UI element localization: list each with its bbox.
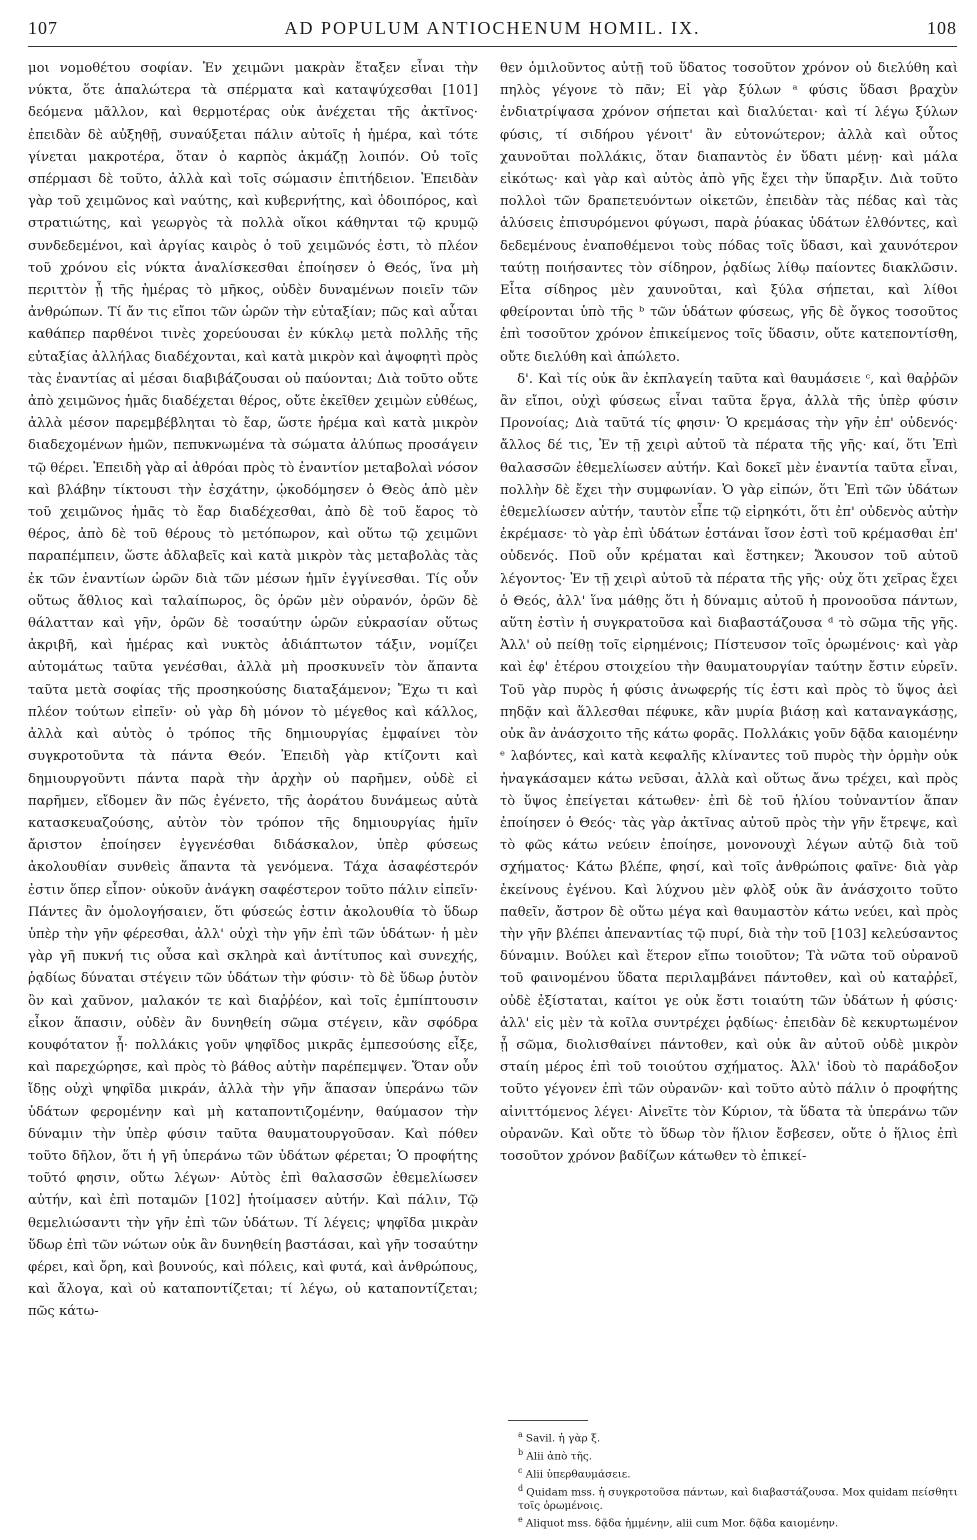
- left-paragraph: μοι νομοθέτου σοφίαν. Ἐν χειμῶνι μακρὰν ἔταξεν εἶναι τὴν νύκτα, ὅτε ἁπαλώτερα τὰ σπέρματα καὶ καταψύχεσθαι [101] δεόμενα μᾶλλον, καὶ θερμοτέρας οὐκ ἀνέχεται τῆς ἀκτῖνος· ἐπειδὰν δὲ αὐξηθῇ, συναύξεται πάλιν αὐτοῖς ἡ ἡμέρα, καὶ τότε γίνεται μακροτέρα, ὅταν ὁ καρπὸς ἀκμάζῃ λοιπόν. Οὐ τοῖς σπέρμασι δὲ τοῦτο, ἀλλὰ καὶ τοῖς σώμασιν ἐπιτήδειον. Ἐπειδὰν γὰρ τοῦ χειμῶνος καὶ ναύτης, καὶ κυβερνήτης, καὶ ὁδοιπόρος, καὶ στρατιώτης, καὶ γεωργὸς τὰ πολλὰ οἴκοι κάθηνται τῷ κρυμῷ συνδεδεμένοι, καὶ ἀργίας καιρὸς ὁ τοῦ χειμῶνός ἐστι, τὸ πλέον τοῦ χρόνου εἰς νύκτα ἀναλίσκεσθαι ἐποίησεν ὁ Θεός, ἵνα μὴ περιττὸν ᾖ τῆς ἡμέρας τὸ μῆκος, οὐδὲν δυναμένων ποιεῖν τῶν ἀνθρώπων. Τί ἄν τις εἴποι τῶν ὡρῶν τὴν εὐταξίαν; πῶς καὶ αὗται καθάπερ παρθένοι τινὲς χορεύουσαι ἐν κύκλῳ μετὰ πολλῆς τῆς εὐταξίας ἀλλήλας διαδέχονται, καὶ κατὰ μικρὸν καὶ ἀψοφητὶ πρὸς τὰς ἐναντίας αἱ μέσαι διαβιβάζουσαι οὐ παύονται; Διὰ τοῦτο οὔτε ἀπὸ χειμῶνος ἡμᾶς διαδέχεται θέρος, οὔτε ἐκεῖθεν χειμὼν εὐθέως, ἀλλὰ μέσον παρεμβέβληται τὸ ἔαρ, ὥστε ἠρέμα καὶ κατὰ μικρὸν διαδεχομένων ἡμῶν, πεπυκνωμένα τὰ σώματα ἀλύπως προσάγειν τῷ θέρει. Ἐπειδὴ γὰρ αἱ ἀθρόαι πρὸς τὸ ἐναντίον μεταβολαὶ νόσον καὶ βλάβην τίκτουσι τὴν ἐσχάτην, ᾠκοδόμησεν ὁ Θεὸς ἀπὸ μὲν τοῦ χειμῶνος ἡμᾶς τὸ ἔαρ διαδέχεσθαι, ἀπὸ δὲ τοῦ ἔαρος τὸ θέρος, ἀπὸ δὲ τοῦ θέρους τὸ μετόπωρον, καὶ οὕτω τῷ χειμῶνι παραπέμπειν, ὥστε ἀδλαβεῖς καὶ κατὰ μικρὸν τὰς μεταβολὰς τὰς ἐκ τῶν ἐναντίων ὡρῶν διὰ τῶν μέσων ἡμῖν ἐγγίνεσθαι. Τίς οὖν οὕτως ἄθλιος καὶ ταλαίπωρος, ὃς ὁρῶν μὲν οὐρανόν, ὁρῶν δὲ θάλατταν καὶ γῆν, ὁρῶν δὲ τοσαύτην ὡρῶν εὐκρασίαν οὕτως ἀκριβῆ, καὶ ἡμέρας καὶ νυκτὸς ἀδιάπτωτον τάξιν, νομίζει αὐτομάτως ταῦτα γενέσθαι, ἀλλὰ μὴ προσκυνεῖν τὸν ἅπαντα ταῦτα μετὰ σοφίας τῆς προσηκούσης διαταξάμενον; Ἔχω τι καὶ πλέον τούτων εἰπεῖν· οὐ γὰρ δὴ μόνον τὸ μέγεθος καὶ κάλλος, ἀλλὰ καὶ αὐτὸς ὁ τρόπος τῆς δημιουργίας ἐμφαίνει τὸν συγκροτοῦντα τὰ πάντα Θεόν. Ἐπειδὴ γὰρ κτίζοντι καὶ δημιουργοῦντι πάντα παρὰ τὴν ἀρχὴν οὐ παρῆμεν, οὐδὲ εἰ παρῆμεν, εἴδομεν ἂν πῶς ἐγένετο, τῆς ἀοράτου δυνάμεως αὐτὰ κατασκευαζούσης, αὐτὸν τὸν τρόπον τῆς δημιουργίας ἡμῖν ἄριστον ἐποίησεν ἐγγενέσθαι διδάσκαλον, ὑπὲρ φύσεως ἀκολουθίαν συνθεὶς ἅπαντα τὰ γενόμενα. Τάχα ἀσαφέστερόν ἐστιν ὅπερ εἶπον· οὐκοῦν ἀνάγκη σαφέστερον τοῦτο πάλιν εἰπεῖν· Πάντες ἂν ὁμολογήσαιεν, ὅτι φύσεώς ἐστιν ἀκολουθία τὸ ὕδωρ ὑπὲρ τὴν γῆν φέρεσθαι, ἀλλ' οὐχὶ τὴν γῆν ἐπὶ τῶν ὑδάτων· ἡ μὲν γὰρ γῆ πυκνή τις οὖσα καὶ σκληρὰ καὶ ἀντίτυπος καὶ συνεχής, ῥᾳδίως δύναται στέγειν τῶν ὑδάτων τὴν φύσιν· τὸ δὲ ὕδωρ ῥυτὸν ὂν καὶ χαῦνον, μαλακόν τε καὶ διαῤῥέον, καὶ τοῖς ἐμπίπτουσιν εἶκον ἅπασιν, οὐδὲν ἂν δυνηθείη σῶμα στέγειν, κἂν σφόδρα κουφότατον ᾖ· πολλάκις γοῦν ψηφῖδος μικρᾶς ἐμπεσούσης εἶξε, καὶ παρεχώρησε, καὶ πρὸς τὸ βάθος αὐτὴν παρέπεμψεν. Ὅταν οὖν ἴδῃς οὐχὶ ψηφῖδα μικράν, ἀλλὰ τὴν γῆν ἅπασαν ὑπεράνω τῶν ὑδάτων φερομένην καὶ μὴ καταποντιζομένην, θαύμασον τὴν δύναμιν τὴν ὑπὲρ φύσιν ταῦτα θαυματουργοῦσαν. Καὶ πόθεν τοῦτο δῆλον, ὅτι ἡ γῆ ὑπεράνω τῶν ὑδάτων φέρεται; Ὁ προφήτης τοῦτό φησιν, οὕτω λέγων· Αὐτὸς ἐπὶ θαλασσῶν ἐθεμελίωσεν αὐτήν, καὶ ἐπὶ ποταμῶν [102] ἡτοίμασεν αὐτήν. Καὶ πάλιν, Τῷ θεμελιώσαντι τὴν γῆν ἐπὶ τῶν ὑδάτων. Τί λέγεις; ψηφῖδα μικρὰν ὕδωρ ἐπὶ τῶν νώτων οὐκ ἂν δυνηθείη βαστάσαι, καὶ γῆν τοσαύτην φέρει, καὶ ὄρη, καὶ βουνούς, καὶ πόλεις, καὶ φυτά, καὶ ἀνθρώπους, καὶ ἄλογα, καὶ οὐ καταποντίζεται; τί λέγω, οὐ καταποντίζεται; πῶς κάτω-: [28, 61, 478, 1320]
- footnote-text: Alii ἀπὸ τῆς.: [526, 1450, 593, 1463]
- footnote-mark: e: [518, 1515, 523, 1525]
- running-header: [28, 14, 957, 42]
- footnote: [508, 1513, 960, 1531]
- footnote: [508, 1464, 960, 1482]
- page-number-right: 108: [927, 17, 957, 38]
- right-paragraph: δ'. Καὶ τίς οὐκ ἂν ἐκπλαγείη ταῦτα καὶ θαυμάσειε ᶜ, καὶ θαῤῥῶν ἂν εἴποι, οὐχὶ φύσεως εἶναι ταῦτα ἔργα, ἀλλὰ τῆς ὑπὲρ φύσιν Προνοίας; Διὰ ταῦτά τίς φησιν· Ὁ κρεμάσας τὴν γῆν ἐπ' οὐδενός· ἄλλος δέ τις, Ἐν τῇ χειρὶ αὐτοῦ τὰ πέρατα τῆς γῆς· καί, ὅτι Ἐπὶ θαλασσῶν ἐθεμελίωσεν αὐτήν. Καὶ δοκεῖ μὲν ἐναντία ταῦτα εἶναι, πολλὴν δὲ ἔχει τὴν συμφωνίαν. Ὁ γὰρ εἰπών, ὅτι Ἐπὶ τῶν ὑδάτων ἐθεμελίωσεν αὐτήν, ταυτὸν εἶπε τῷ εἰρηκότι, ὅτι ἐπ' οὐδενὸς αὐτὴν ἐκρέμασε· τὸ γὰρ ἐπὶ ὑδάτων ἑστάναι ἴσον ἐστὶ τοῦ κρέμασθαι ἐπ' οὐδενός. Ποῦ οὖν κρέμαται καὶ ἕστηκεν; Ἄκουσον τοῦ αὐτοῦ λέγοντος· Ἐν τῇ χειρὶ αὐτοῦ τὰ πέρατα τῆς γῆς· οὐχ ὅτι χεῖρας ἔχει ὁ Θεός, ἀλλ' ἵνα μάθῃς ὅτι ἡ δύναμις αὐτοῦ ἡ προνοοῦσα πάντων, αὕτη ἐστὶν ἡ συγκρατοῦσα καὶ διαβαστάζουσα ᵈ τὸ σῶμα τῆς γῆς. Ἀλλ' οὐ πείθῃ τοῖς εἰρημένοις; Πίστευσον τοῖς ὁρωμένοις· καὶ γὰρ καὶ ἐφ' ἑτέρου στοιχείου τὴν θαυματουργίαν ταύτην ἔστιν εὑρεῖν. Τοῦ γὰρ πυρὸς ἡ φύσις ἀνωφερής τίς ἐστι καὶ πρὸς τὸ ὕψος ἀεὶ πηδᾷν καὶ ἅλλεσθαι πέφυκε, κἂν μυρία βιάσῃ καὶ καταναγκάσῃς, οὐκ ἂν ἀνάσχοιτο τῆς κάτω φορᾶς. Πολλάκις γοῦν δᾷδα καιομένην ᵉ λαβόντες, καὶ κατὰ κεφαλῆς κλίναντες τοῦ πυρὸς τὴν ὁρμὴν οὐκ ἠναγκάσαμεν κάτω νεῦσαι, ἀλλὰ καὶ οὕτως ἄνω τρέχει, καὶ πρὸς τὸ ὕψος ἐπείγεται κάτωθεν· ἐπὶ δὲ τοῦ ἡλίου τοὐναντίον ἅπαν ἐποίησεν ὁ Θεός· τὰς γὰρ ἀκτῖνας αὐτοῦ πρὸς τὴν γῆν ἔτρεψε, καὶ τὸ φῶς κάτω νεύειν ἐποίησε, μονονουχὶ λέγων αὐτῷ διὰ τοῦ σχήματος· Κάτω βλέπε, φησί, καὶ τοῖς ἀνθρώποις φαῖνε· διὰ γὰρ ἐκείνους ἐγένου. Καὶ λύχνου μὲν φλὸξ οὐκ ἂν ἀνάσχοιτο τοῦτο παθεῖν, ἄστρον δὲ οὕτω μέγα καὶ θαυμαστὸν κάτω νεύει, καὶ πρὸς τὴν γῆν βλέπει ἀπεναντίας τῷ πυρί, διὰ τὴν τοῦ [103] κελεύσαντος δύναμιν. Βούλει καὶ ἕτερον εἴπω τοιοῦτον; Τὰ νῶτα τοῦ οὐρανοῦ τοῦ φαινομένου ὕδατα περιλαμβάνει πάντοθεν, καὶ οὐ καταῤῥεῖ, οὐδὲ ἐξίσταται, καίτοι γε οὐκ ἔστι τοιαύτη τῶν ὑδάτων ἡ φύσις· ἀλλ' εἰς μὲν τὰ κοῖλα συντρέχει ῥᾳδίως· ἐπειδὰν δὲ κεκυρτωμένον ᾖ σῶμα, διολισθαίνει πάντοθεν, καὶ οὐκ ἂν αὐτοῦ οὐδὲ μικρὸν σταίη μέρος ἐπὶ τοῦ τοιούτου σχήματος. Ἀλλ' ἰδοὺ τὸ παράδοξον τοῦτο γέγονεν ἐπὶ τῶν οὐρανῶν· καὶ τοῦτο αὐτὸ πάλιν ὁ προφήτης αἰνιττόμενος λέγει· Αἰνεῖτε τὸν Κύριον, τὰ ὕδατα τὰ ὑπεράνω τῶν οὐρανῶν. Καὶ οὔτε τὸ ὕδωρ τὸν ἥλιον ἔσβεσεν, οὔτε ὁ ἥλιος ἐπὶ τοσοῦτον χρόνον βαδίζων κάτωθεν τὸ ἐπικεί-: [500, 371, 958, 1164]
- footnote-mark: b: [518, 1447, 524, 1457]
- footnote-rule: [508, 1420, 588, 1421]
- header-rule: [28, 46, 957, 47]
- footnote: [508, 1482, 960, 1513]
- right-column: [500, 58, 958, 1168]
- footnote-mark: c: [518, 1465, 523, 1475]
- page-number-left: 107: [28, 17, 58, 38]
- footnote: [508, 1428, 960, 1446]
- footnote-mark: d: [518, 1483, 524, 1493]
- footnote-mark: a: [518, 1430, 523, 1439]
- running-title: AD POPULUM ANTIOCHENUM HOMIL. IX.: [284, 17, 701, 38]
- footnote-text: Savil. ἡ γὰρ ξ.: [525, 1432, 601, 1445]
- footnote-text: Aliquot mss. δᾷδα ἡμμένην, alii cum Mor. δᾷδα καιομένην.: [525, 1517, 839, 1530]
- footnote: [508, 1446, 960, 1464]
- left-column: [28, 58, 478, 1324]
- right-paragraph: θεν ὁμιλοῦντος αὐτῇ τοῦ ὕδατος τοσοῦτον χρόνον οὐ διελύθη καὶ πηλὸς γέγονε τὸ πᾶν; Εἰ γὰρ ξύλων ᵃ φύσις ὕδασι βραχὺν ἐνδιατρίψασα χρόνον σήπεται καὶ διαλύεται· καὶ τί λέγω ξύλων φύσις, τί σιδήρου γένοιτ' ἂν εὐτονώτερον; ἀλλὰ καὶ οὗτος χαυνοῦται πολλάκις, ὅταν διαπαντὸς ἐν ὕδατι μένῃ· καὶ μάλα εἰκότως· καὶ γὰρ καὶ αὐτὸς ἀπὸ γῆς ἔχει τὴν ὕπαρξιν. Διὰ τοῦτο πολλοὶ τῶν δραπετευόντων οἰκετῶν, ἐπειδὰν τὰς πέδας καὶ τὰς ἁλύσεις ἐπισυρόμενοι φύγωσι, παρὰ ῥύακας ὑδάτων ἐλθόντες, καὶ δεδεμένους ἐναποθέμενοι τοὺς πόδας τοῖς ὕδασι, καὶ χαυνότερον ταύτῃ ποιήσαντες τὸν σίδηρον, ῥᾳδίως λίθῳ παίοντες διακλῶσιν. Εἶτα σίδηρος μὲν χαυνοῦται, καὶ ξύλα σήπεται, καὶ λίθοι φθείρονται ὑπὸ τῆς ᵇ τῶν ὑδάτων φύσεως, γῆς δὲ ὄγκος τοσοῦτος ἐπὶ τοσοῦτον χρόνον ἐπικείμενος τοῖς ὕδασιν, οὔτε κατεποντίσθη, οὔτε διελύθη καὶ ἀπώλετο.: [500, 61, 958, 365]
- footnotes: [508, 1428, 960, 1531]
- footnote-text: Alii ὑπερθαυμάσειε.: [525, 1468, 631, 1481]
- footnote-text: Quidam mss. ἡ συγκροτοῦσα πάντων, καὶ διαβαστάζουσα. Mox quidam πείσθητι τοῖς ὁρωμένοις.: [518, 1486, 958, 1512]
